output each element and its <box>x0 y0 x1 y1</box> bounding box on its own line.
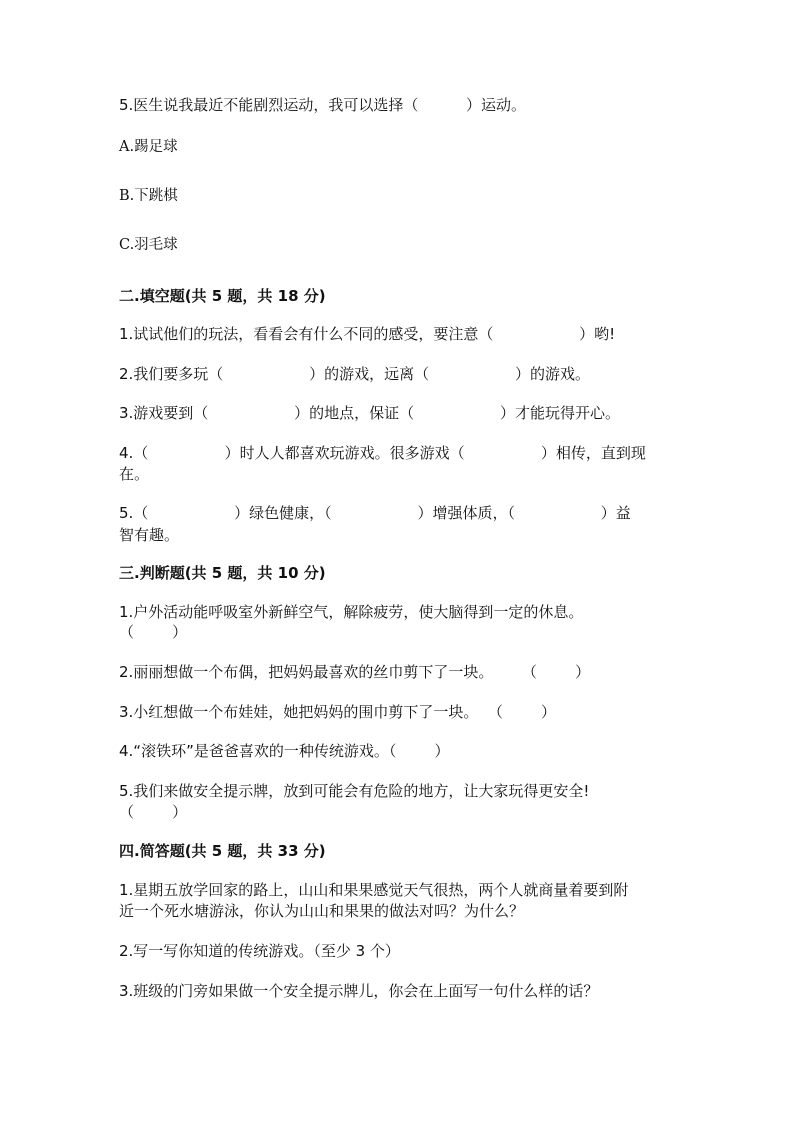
short-answer-item: 1.星期五放学回家的路上，山山和果果感觉天气很热，两个人就商量着要到附 <box>119 881 629 899</box>
fill-blank-item: 4.（ ）时人人都喜欢玩游戏。很多游戏（ ）相传，直到现 <box>119 444 646 462</box>
option-b: B.下跳棋 <box>119 188 178 204</box>
true-false-item: 2.丽丽想做一个布偶，把妈妈最喜欢的丝巾剪下了一块。 （ ） <box>119 663 591 681</box>
true-false-answer: （ ） <box>119 623 188 641</box>
true-false-item: 1.户外活动能呼吸室外新鲜空气，解除疲劳，使大脑得到一定的休息。 <box>119 603 584 621</box>
question-stem: 5.医生说我最近不能剧烈运动，我可以选择（ ）运动。 <box>119 96 526 114</box>
section-heading-short-answer: 四.简答题(共 5 题，共 33 分) <box>119 842 326 860</box>
fill-blank-item: 3.游戏要到（ ）的地点，保证（ ）才能玩得开心。 <box>119 404 620 422</box>
option-c: C.羽毛球 <box>119 237 178 253</box>
option-a: A.踢足球 <box>119 139 178 155</box>
true-false-answer: （ ） <box>119 803 188 821</box>
true-false-item: 5.我们来做安全提示牌，放到可能会有危险的地方，让大家玩得更安全! <box>119 782 590 800</box>
fill-blank-item: 5.（ ）绿色健康，（ ）增强体质，（ ）益 <box>119 504 631 522</box>
true-false-item: 3.小红想做一个布娃娃，她把妈妈的围巾剪下了一块。 （ ） <box>119 703 556 721</box>
fill-blank-item-cont: 智有趣。 <box>119 526 180 544</box>
section-heading-fill-blank: 二.填空题(共 5 题，共 18 分) <box>119 287 326 305</box>
section-heading-true-false: 三.判断题(共 5 题，共 10 分) <box>119 564 326 582</box>
fill-blank-item-cont: 在。 <box>119 465 150 483</box>
fill-blank-item: 2.我们要多玩（ ）的游戏，远离（ ）的游戏。 <box>119 365 590 383</box>
fill-blank-item: 1.试试他们的玩法，看看会有什么不同的感受，要注意（ ）哟! <box>119 325 616 343</box>
true-false-item: 4.“滚铁环”是爸爸喜欢的一种传统游戏。（ ） <box>119 742 450 760</box>
short-answer-item: 3.班级的门旁如果做一个安全提示牌儿，你会在上面写一句什么样的话？ <box>119 982 599 1000</box>
short-answer-item-cont: 近一个死水塘游泳，你认为山山和果果的做法对吗？为什么？ <box>119 902 525 920</box>
short-answer-item: 2.写一写你知道的传统游戏。（至少 3 个） <box>119 942 400 960</box>
